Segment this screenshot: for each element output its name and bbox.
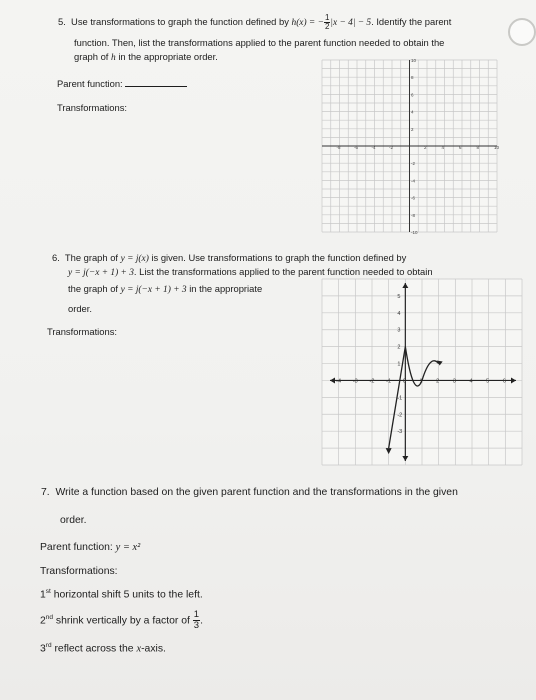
x-tick-label: 2: [424, 145, 427, 150]
q7-transformation-3: 3rd reflect across the x-axis.: [40, 642, 166, 655]
x-tick-label: 8: [476, 145, 480, 150]
q5-line2: function. Then, list the transformations applied to the parent function needed to obtain the: [74, 37, 445, 48]
x-tick-label: -8: [336, 145, 341, 150]
y-tick-label: 5: [397, 293, 401, 300]
q6-line1: 6. The graph of y = j(x) is given. Use transformations to graph the function defined by: [52, 252, 407, 264]
x-tick-label: 10: [494, 145, 500, 150]
y-tick-label: 3: [397, 327, 401, 334]
y-tick-label: 4: [397, 310, 401, 317]
x-tick-label: -4: [336, 378, 342, 385]
q6-line3: the graph of y = j(−x + 1) + 3 in the appropriate: [68, 283, 263, 295]
q5-func-lhs: h(x) = −: [291, 17, 324, 28]
y-tick-label: 8: [411, 75, 414, 81]
y-tick-label: 2: [411, 126, 414, 132]
x-tick-label: 1: [419, 378, 423, 385]
q6-transformations-label: Transformations:: [47, 326, 117, 337]
x-tick-label: -1: [386, 378, 392, 385]
y-tick-label: -8: [411, 212, 416, 218]
q7-transformation-1: 1st horizontal shift 5 units to the left.: [40, 588, 203, 601]
x-tick-label: 4: [441, 145, 445, 150]
x-tick-label: 3: [452, 378, 456, 385]
x-tick-label: -2: [369, 378, 375, 385]
x-tick-label: -4: [371, 145, 376, 150]
q5-parent-answer-line[interactable]: [125, 77, 187, 87]
q5-transformations-label: Transformations:: [57, 102, 127, 113]
q5-line3: graph of h in the appropriate order.: [74, 51, 218, 63]
q5-number: 5.: [58, 15, 66, 27]
x-tick-label: -3: [352, 378, 358, 385]
q7-transformation-2: 2nd shrink vertically by a factor of $\frac{1}{3}$ .: [40, 609, 203, 631]
q7-line2: order.: [60, 515, 87, 526]
q7-fraction: $\frac{1}{3}$: [193, 609, 200, 631]
q5-parent-label: Parent function:: [57, 78, 123, 89]
x-tick-label: -6: [354, 145, 359, 150]
q5-func-rhs: |x − 4| − 5: [330, 17, 372, 28]
x-tick-label: 6: [459, 145, 462, 150]
q5-line1: [58, 14, 451, 31]
q5-fraction: $\frac{1}{2}$: [324, 13, 330, 31]
q7-parent-function: Parent function: y = x²: [40, 542, 141, 553]
q6-line2: y = j(−x + 1) + 3. List the transformations applied to the parent function needed to obtain: [68, 266, 433, 278]
x-tick-label: 2: [436, 378, 440, 385]
y-tick-label: 2: [397, 344, 401, 351]
x-tick-label: 0: [402, 378, 406, 385]
q5-text-end: . Identify the parent: [371, 15, 452, 27]
y-tick-label: -2: [397, 412, 403, 419]
y-tick-label: -10: [411, 230, 418, 235]
q6-graph-of-j[interactable]: [322, 279, 522, 465]
q5-coordinate-grid[interactable]: [322, 58, 500, 235]
q7-number: 7.: [41, 487, 50, 498]
q5-text: Use transformations to graph the function defined by: [71, 15, 289, 27]
binder-hole-icon: [508, 18, 536, 46]
q6-line4: order.: [68, 303, 92, 314]
x-tick-label: 6: [502, 378, 506, 385]
y-tick-label: 10: [411, 58, 417, 63]
q6-number: 6.: [52, 252, 60, 263]
y-tick-label: 1: [397, 361, 401, 368]
y-tick-label: 6: [411, 92, 414, 98]
q7-line1: 7. Write a function based on the given parent function and the transformations in the given: [41, 487, 458, 498]
y-tick-label: -1: [397, 395, 403, 402]
y-tick-label: 4: [411, 109, 414, 115]
y-tick-label: -3: [397, 429, 403, 436]
q5-parent-function: [57, 77, 187, 89]
y-tick-label: -4: [411, 178, 416, 184]
x-tick-label: -2: [389, 145, 394, 150]
y-tick-label: -6: [411, 195, 416, 201]
x-tick-label: 4: [469, 378, 473, 385]
x-tick-label: 5: [486, 378, 490, 385]
q7-transformations-label: Transformations:: [40, 566, 118, 577]
y-tick-label: -2: [411, 161, 416, 167]
